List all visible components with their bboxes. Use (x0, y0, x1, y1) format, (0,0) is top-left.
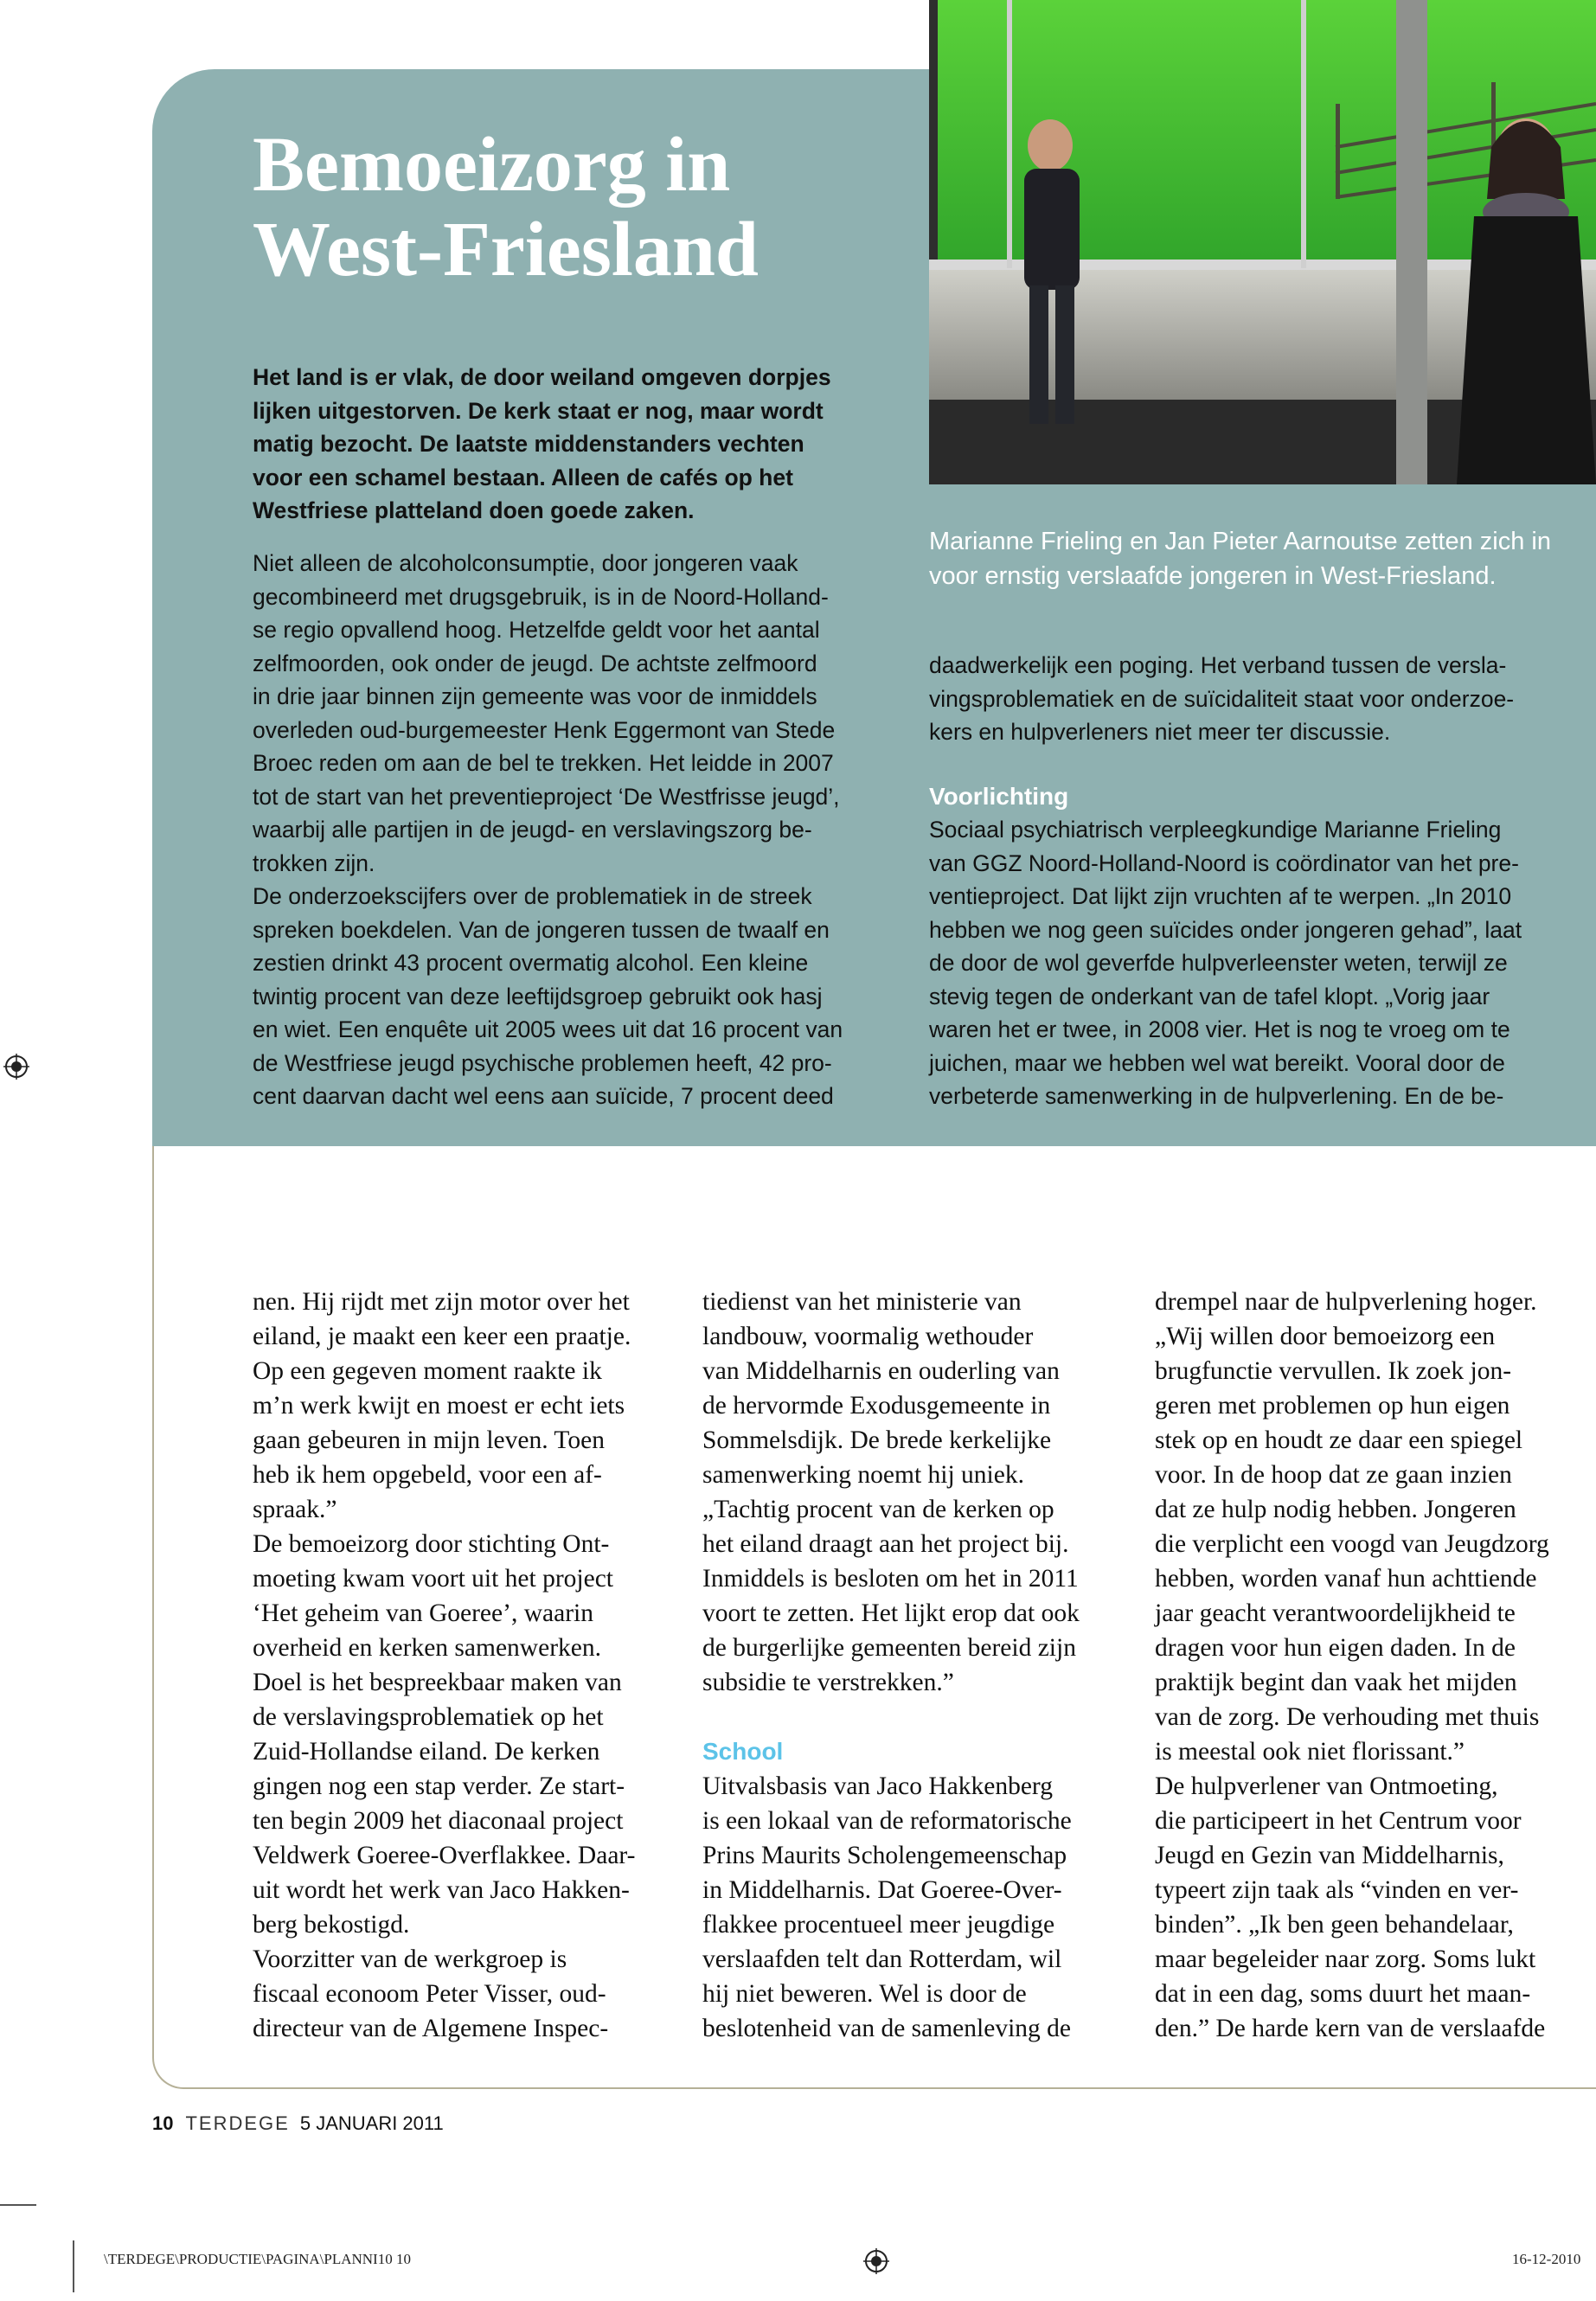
caption-line: Marianne Frieling en Jan Pieter Aarnoutse zetten zich in (929, 528, 1551, 555)
column-line: die participeert in het Centrum voor (1155, 1807, 1522, 1835)
column-line: gingen nog een stap verder. Ze start- (253, 1772, 625, 1800)
column-line: overheid en kerken samenwerken. (253, 1634, 601, 1662)
column-line: eiland, je maakt een keer een praatje. (253, 1323, 631, 1350)
column-line: voort te zetten. Het lijkt erop dat ook (702, 1599, 1080, 1627)
column-line: fiscaal econoom Peter Visser, oud- (253, 1980, 606, 2008)
column-line: brugfunctie vervullen. Ik zoek jon- (1155, 1357, 1512, 1385)
column-line: dragen voor hun eigen daden. In de (1155, 1634, 1516, 1662)
column-line: waarbij alle partijen in de jeugd- en verslavingszorg be- (253, 817, 812, 843)
column-line: verbeterde samenwerking in de hulpverlening. En de be- (929, 1083, 1504, 1109)
article-column-2-top (929, 649, 1514, 749)
article-title (253, 123, 759, 292)
column-line: De bemoeizorg door stichting Ont- (253, 1530, 610, 1558)
column-line: in drie jaar binnen zijn gemeente was voor de inmiddels (253, 683, 817, 709)
column-line: Voorzitter van de werkgroep is (253, 1945, 567, 1973)
column-line: de burgerlijke gemeenten bereid zijn (702, 1634, 1076, 1662)
column-line: Inmiddels is besloten om het in 2011 (702, 1565, 1079, 1593)
column-line: „Tachtig procent van de kerken op (702, 1496, 1054, 1523)
column-line: de door de wol geverfde hulpverleenster weten, terwijl ze (929, 950, 1508, 976)
column-line: drempel naar de hulpverlening hoger. (1155, 1288, 1537, 1316)
column-line: spreken boekdelen. Van de jongeren tussen de twaalf en (253, 916, 830, 943)
column-line: trokken zijn. (253, 849, 375, 876)
column-line: uit wordt het werk van Jaco Hakken- (253, 1876, 630, 1904)
column-line: nen. Hij rijdt met zijn motor over het (253, 1288, 630, 1316)
column-line: subsidie te verstrekken.” (702, 1669, 954, 1696)
lower-column-b-bottom (702, 1769, 1072, 2046)
column-line: Broec reden om aan de bel te trekken. Het leidde in 2007 (253, 750, 834, 776)
lower-column-a (253, 1285, 635, 2046)
title-line: Bemoeizorg in (253, 122, 731, 208)
registration-mark-icon (3, 1054, 29, 1080)
column-line: voor. In de hoop dat ze gaan inzien (1155, 1461, 1512, 1489)
column-line: Prins Maurits Scholengemeenschap (702, 1842, 1067, 1869)
column-line: waren het er twee, in 2008 vier. Het is nog te vroeg om te (929, 1016, 1510, 1042)
column-line: Zuid-Hollandse eiland. De kerken (253, 1738, 600, 1766)
column-line: dat ze hulp nodig hebben. Jongeren (1155, 1496, 1516, 1523)
column-line: tot de start van het preventieproject ‘De Westfrisse jeugd’, (253, 783, 840, 810)
column-line: vingsproblematiek en de suïcidaliteit staat voor onderzoe- (929, 685, 1515, 712)
column-line: van Middelharnis en ouderling van (702, 1357, 1060, 1385)
column-line: gecombineerd met drugsgebruik, is in de Noord-Holland- (253, 583, 829, 610)
column-line: jaar geacht verantwoordelijkheid te (1155, 1599, 1516, 1627)
column-line: den.” De harde kern van de verslaafde (1155, 2015, 1546, 2042)
subhead-voorlichting: Voorlichting (929, 783, 1069, 810)
column-line: is meestal ook niet florissant.” (1155, 1738, 1465, 1766)
lead-line: Westfriese platteland doen goede zaken. (253, 497, 695, 523)
column-line: en wiet. Een enquête uit 2005 wees uit dat 16 procent van (253, 1016, 843, 1042)
column-line: maar begeleider naar zorg. Soms lukt (1155, 1945, 1536, 1973)
column-line: Op een gegeven moment raakte ik (253, 1357, 602, 1385)
photo-illustration (929, 0, 1596, 484)
column-line: hebben, worden vanaf hun achttiende (1155, 1565, 1537, 1593)
column-line: flakkee procentueel meer jeugdige (702, 1911, 1055, 1939)
crop-mark (73, 2240, 74, 2292)
column-line: „Wij willen door bemoeizorg een (1155, 1323, 1496, 1350)
column-line: praktijk begint dan vaak het mijden (1155, 1669, 1517, 1696)
column-line: Veldwerk Goeree-Overflakkee. Daar- (253, 1842, 636, 1869)
column-line: Jeugd en Gezin van Middelharnis, (1155, 1842, 1504, 1869)
column-line: geren met problemen op hun eigen (1155, 1392, 1510, 1420)
column-line: van GGZ Noord-Holland-Noord is coördinator van het pre- (929, 849, 1519, 876)
column-line: binden”. „Ik ben geen behandelaar, (1155, 1911, 1514, 1939)
issue-date: 5 JANUARI 2011 (299, 2112, 444, 2134)
column-line: overleden oud-burgemeester Henk Eggermont van Stede (253, 716, 836, 743)
column-line: beslotenheid van de samenleving de (702, 2015, 1071, 2042)
page-footer (152, 2111, 444, 2137)
column-line: m’n werk kwijt en moest er echt iets (253, 1392, 625, 1420)
column-line: spraak.” (253, 1496, 337, 1523)
column-line: het eiland draagt aan het project bij. (702, 1530, 1069, 1558)
column-line: typeert zijn taak als “vinden en ver- (1155, 1876, 1519, 1904)
print-slug-path: \TERDEGE\PRODUCTIE\PAGINA\PLANNI10 10 (104, 2251, 411, 2267)
column-line: van de zorg. De verhouding met thuis (1155, 1703, 1540, 1731)
lower-column-b-top (702, 1285, 1080, 1700)
column-line: landbouw, voormalig wethouder (702, 1323, 1034, 1350)
column-line: kers en hulpverleners niet meer ter discussie. (929, 719, 1391, 745)
column-line: juichen, maar we hebben wel wat bereikt. Vooral door de (929, 1049, 1505, 1076)
column-line: ten begin 2009 het diaconaal project (253, 1807, 624, 1835)
column-line: Uitvalsbasis van Jaco Hakkenberg (702, 1772, 1053, 1800)
page-number: 10 (152, 2112, 174, 2134)
column-line: De hulpverlener van Ontmoeting, (1155, 1772, 1498, 1800)
column-line: de verslavingsproblematiek op het (253, 1703, 604, 1731)
column-line: stek op en houdt ze daar een spiegel (1155, 1426, 1523, 1454)
column-line: Niet alleen de alcoholconsumptie, door jongeren vaak (253, 550, 798, 576)
column-line: die verplicht een voogd van Jeugdzorg (1155, 1530, 1549, 1558)
column-line: is een lokaal van de reformatorische (702, 1807, 1072, 1835)
column-line: daadwerkelijk een poging. Het verband tussen de versla- (929, 652, 1507, 678)
subhead-school: School (702, 1738, 784, 1765)
column-line: in Middelharnis. Dat Goeree-Over- (702, 1876, 1062, 1904)
column-line: hij niet beweren. Wel is door de (702, 1980, 1027, 2008)
column-line: zelfmoorden, ook onder de jeugd. De achtste zelfmoord (253, 650, 817, 676)
column-line: directeur van de Algemene Inspec- (253, 2015, 609, 2042)
column-line: stevig tegen de onderkant van de tafel klopt. „Vorig jaar (929, 983, 1490, 1009)
column-line: verslaafden telt dan Rotterdam, wil (702, 1945, 1062, 1973)
title-line: West-Friesland (253, 207, 759, 292)
article-lead (253, 361, 875, 528)
lead-line: lijken uitgestorven. De kerk staat er nog, maar wordt (253, 397, 824, 424)
article-column-2-bottom (929, 813, 1522, 1113)
column-line: dat in een dag, soms duurt het maan- (1155, 1980, 1531, 2008)
column-line: heb ik hem opgebeld, voor een af- (253, 1461, 602, 1489)
column-line: Doel is het bespreekbaar maken van (253, 1669, 622, 1696)
column-line: tiedienst van het ministerie van (702, 1288, 1022, 1316)
magazine-name: TERDEGE (185, 2112, 290, 2134)
lead-line: matig bezocht. De laatste middenstanders vechten (253, 431, 804, 457)
caption-line: voor ernstig verslaafde jongeren in West-Friesland. (929, 562, 1497, 590)
column-line: se regio opvallend hoog. Hetzelfde geldt voor het aantal (253, 617, 820, 643)
photo-caption (929, 524, 1551, 593)
column-line: zestien drinkt 43 procent overmatig alcohol. Een kleine (253, 950, 809, 976)
print-slug-date: 16-12-2010 (1512, 2251, 1581, 2267)
crop-mark (0, 2204, 36, 2206)
article-column-1 (253, 547, 843, 1113)
column-line: moeting kwam voort uit het project (253, 1565, 614, 1593)
column-line: Sociaal psychiatrisch verpleegkundige Marianne Frieling (929, 817, 1502, 843)
column-line: gaan gebeuren in mijn leven. Toen (253, 1426, 605, 1454)
column-line: Sommelsdijk. De brede kerkelijke (702, 1426, 1052, 1454)
column-line: De onderzoekscijfers over de problematiek in de streek (253, 883, 812, 909)
column-line: de Westfriese jeugd psychische problemen heeft, 42 pro- (253, 1049, 832, 1076)
column-line: ventieproject. Dat lijkt zijn vruchten af te werpen. „In 2010 (929, 883, 1512, 909)
article-photo (929, 0, 1596, 484)
column-line: samenwerking noemt hij uniek. (702, 1461, 1024, 1489)
column-line: berg bekostigd. (253, 1911, 410, 1939)
column-line: cent daarvan dacht wel eens aan suïcide, 7 procent deed (253, 1083, 834, 1109)
column-line: hebben we nog geen suïcides onder jongeren gehad”, laat (929, 916, 1522, 943)
registration-mark-icon (863, 2248, 889, 2274)
column-line: twintig procent van deze leeftijdsgroep gebruikt ook hasj (253, 983, 823, 1009)
lower-column-c (1155, 1285, 1549, 2046)
column-line: ‘Het geheim van Goeree’, waarin (253, 1599, 593, 1627)
lead-line: voor een schamel bestaan. Alleen de cafés op het (253, 464, 793, 490)
column-line: de hervormde Exodusgemeente in (702, 1392, 1051, 1420)
lead-line: Het land is er vlak, de door weiland omgeven dorpjes (253, 364, 831, 390)
